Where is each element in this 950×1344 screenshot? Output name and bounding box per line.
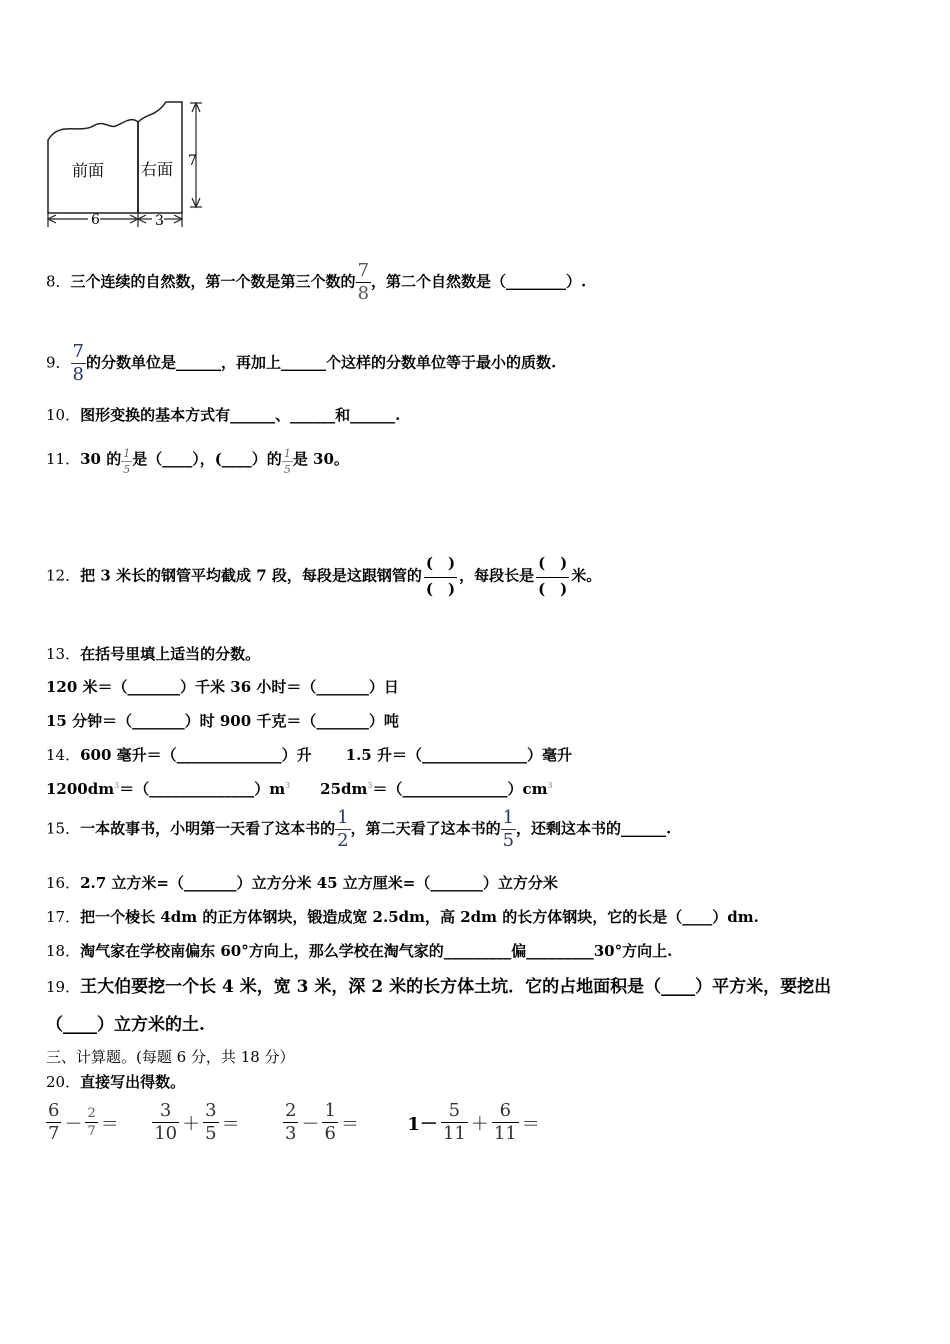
question-13-line1: 120 米＝（_______）千米 36 小时＝（_______）日 bbox=[46, 678, 399, 696]
fraction: $\frac{2}{7}$ bbox=[87, 1106, 96, 1139]
question-20-title: 20．直接写出得数。 bbox=[46, 1073, 186, 1091]
question-15: 15．一本故事书，小明第一天看了这本书的 $\frac{1}{2}$ ，第二天看了这本书的 $\frac{1}{5}$ ，还剩这本书的______. bbox=[46, 807, 672, 851]
box-front-right-figure bbox=[40, 95, 220, 235]
question-19-line2: （____）立方米的土. bbox=[46, 1015, 205, 1035]
height-label: 7 bbox=[188, 153, 197, 169]
question-9: 9． $\frac{7}{8}$ 的分数单位是______，再加上______个这样的分数单位等于最小的质数. bbox=[46, 341, 557, 385]
fraction: $\frac{6}{11}$ bbox=[493, 1100, 517, 1144]
question-number: 14． bbox=[46, 746, 81, 764]
question-10: 10．图形变换的基本方式有______、______和______. bbox=[46, 406, 401, 424]
fraction: $\frac{1}{5}$ bbox=[123, 447, 131, 476]
calc-expression-4: 1－ $\frac{5}{11}$ ＋ $\frac{6}{11}$ ＝ bbox=[407, 1100, 540, 1144]
question-number: 12． bbox=[46, 566, 81, 585]
question-number: 20． bbox=[46, 1073, 81, 1091]
question-18: 18．淘气家在学校南偏东 60°方向上，那么学校在淘气家的_________偏_________30°方向上. bbox=[46, 942, 673, 960]
question-number: 16． bbox=[46, 874, 81, 892]
question-number: 18． bbox=[46, 942, 81, 960]
blank-fraction: $\frac{( )}{( )}$ bbox=[425, 554, 456, 598]
question-17: 17．把一个棱长 4dm 的正方体钢块，锻造成宽 2.5dm，高 2dm 的长方体钢块，它的长是（____）dm. bbox=[46, 908, 759, 926]
question-number: 9． bbox=[46, 353, 71, 372]
fraction: $\frac{5}{11}$ bbox=[442, 1100, 466, 1144]
fraction: $\frac{1}{6}$ bbox=[324, 1100, 336, 1144]
calc-expression-3: $\frac{2}{3}$ － $\frac{1}{6}$ ＝ bbox=[285, 1100, 359, 1144]
question-number: 10． bbox=[46, 406, 81, 424]
front-label: 前面 bbox=[72, 161, 105, 180]
fraction: $\frac{7}{8}$ bbox=[357, 260, 370, 304]
question-number: 17． bbox=[46, 908, 81, 926]
fraction: $\frac{2}{3}$ bbox=[285, 1100, 297, 1144]
section-3-title: 三、计算题。(每题 6 分，共 18 分） bbox=[46, 1048, 295, 1066]
fraction: $\frac{6}{7}$ bbox=[48, 1100, 60, 1144]
right-label: 右面 bbox=[141, 160, 174, 179]
width1-label: 6 bbox=[91, 212, 100, 228]
question-14-line1: 14．600 毫升＝（______________）升 1.5 升＝（______________）毫升 bbox=[46, 746, 572, 764]
calc-row bbox=[46, 1102, 543, 1143]
question-13-line2: 15 分钟＝（_______）时 900 千克＝（_______）吨 bbox=[46, 712, 399, 730]
fraction: $\frac{3}{10}$ bbox=[154, 1100, 178, 1144]
question-number: 11． bbox=[46, 450, 81, 468]
fraction: $\frac{1}{5}$ bbox=[283, 447, 291, 476]
blank-fraction: $\frac{( )}{( )}$ bbox=[538, 554, 568, 598]
question-number: 8． bbox=[46, 272, 71, 291]
question-13-title: 13．在括号里填上适当的分数。 bbox=[46, 645, 261, 663]
fraction: $\frac{3}{5}$ bbox=[205, 1100, 217, 1144]
question-12: 12．把 3 米长的钢管平均截成 7 段，每段是这跟钢管的 $\frac{( )}{( )}$ ，每段长是 $\frac{( )}{( )}$ 米。 bbox=[46, 554, 602, 598]
question-14-line2: $1200dm^3=(\_\_\_\_\_\_\_\_\_\_\_\_\_\_)m^3$ $25dm^3=(\_\_\_\_\_\_\_\_\_\_\_\_\_\_)cm^3$ bbox=[46, 780, 553, 798]
fraction: $\frac{1}{5}$ bbox=[502, 807, 515, 851]
question-number: 13． bbox=[46, 645, 81, 663]
question-19: 19．王大伯要挖一个长 4 米，宽 3 米，深 2 米的长方体土坑．它的占地面积是（____）平方米，要挖出 bbox=[46, 977, 832, 997]
question-number: 19． bbox=[46, 978, 81, 996]
question-8: 8．三个连续的自然数，第一个数是第三个数的 $\frac{7}{8}$ ，第二个自然数是（________）. bbox=[46, 260, 587, 304]
question-11: 11．30 的 $\frac{1}{5}$ 是（____），(____）的 $\frac{1}{5}$ 是 30。 bbox=[46, 447, 349, 476]
calc-expression-2: $\frac{3}{10}$ ＋ $\frac{3}{5}$ ＝ bbox=[154, 1100, 240, 1144]
question-number: 15． bbox=[46, 819, 81, 838]
calc-expression-1: $\frac{6}{7}$ － $\frac{2}{7}$ ＝ bbox=[48, 1100, 119, 1144]
fraction: $\frac{1}{2}$ bbox=[337, 807, 349, 851]
question-16: 16．2.7 立方米=（_______）立方分米 45 立方厘米=（_______）立方分米 bbox=[46, 874, 558, 892]
width2-label: 3 bbox=[155, 213, 164, 229]
fraction: $\frac{7}{8}$ bbox=[72, 341, 84, 385]
